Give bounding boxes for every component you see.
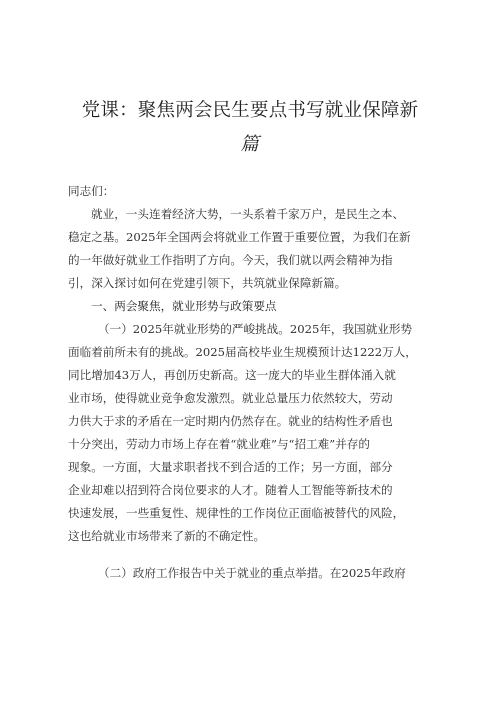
salutation: 同志们： (68, 184, 115, 198)
sub1-line-9: 快速发展，一些重复性、规律性的工作岗位正面临被替代的风险， (68, 506, 405, 520)
intro-line-1: 就业，一头连着经济大势，一头系着千家万户，是民生之本、 (91, 207, 405, 221)
sub1-line-10: 这也给就业市场带来了新的不确定性。 (68, 529, 266, 543)
sub1-line-1: （一）2025年就业形势的严峻挑战。2025年，我国就业形势 (98, 322, 413, 336)
intro-line-2: 稳定之基。2025年全国两会将就业工作置于重要位置，为我们在新 (68, 230, 411, 244)
title-line-1: 党课：聚焦两会民生要点书写就业保障新 (81, 100, 419, 121)
sub2-line-1: （二）政府工作报告中关于就业的重点举措。在2025年政府 (98, 566, 406, 580)
sub1-line-6: 十分突出，劳动力市场上存在着“就业难”与“招工难”并存的 (68, 437, 370, 451)
title-line-2: 篇 (240, 134, 260, 155)
document-title (60, 94, 440, 162)
intro-line-3: 的一年做好就业工作指明了方向。今天，我们就以两会精神为指 (68, 253, 393, 267)
sub1-line-8: 企业却难以招到符合岗位要求的人才。随着人工智能等新技术的 (68, 483, 393, 497)
intro-line-4: 引，深入探讨如何在党建引领下，共筑就业保障新篇。 (68, 276, 347, 290)
paragraph-gap (68, 548, 440, 562)
sub1-line-7: 现象。一方面，大量求职者找不到合适的工作；另一方面，部分 (68, 460, 393, 474)
sub1-line-4: 业市场，使得就业竞争愈发激烈。就业总量压力依然较大，劳动 (68, 391, 393, 405)
sub1-line-2: 面临着前所未有的挑战。2025届高校毕业生规模预计达1222万人， (68, 345, 417, 359)
document-body (68, 180, 440, 585)
sub1-line-3: 同比增加43万人，再创历史新高。这一庞大的毕业生群体涌入就 (68, 368, 396, 382)
sub1-line-5: 力供大于求的矛盾在一定时期内仍然存在。就业的结构性矛盾也 (68, 414, 393, 428)
section-1-heading: 一、两会聚焦，就业形势与政策要点 (91, 299, 277, 313)
